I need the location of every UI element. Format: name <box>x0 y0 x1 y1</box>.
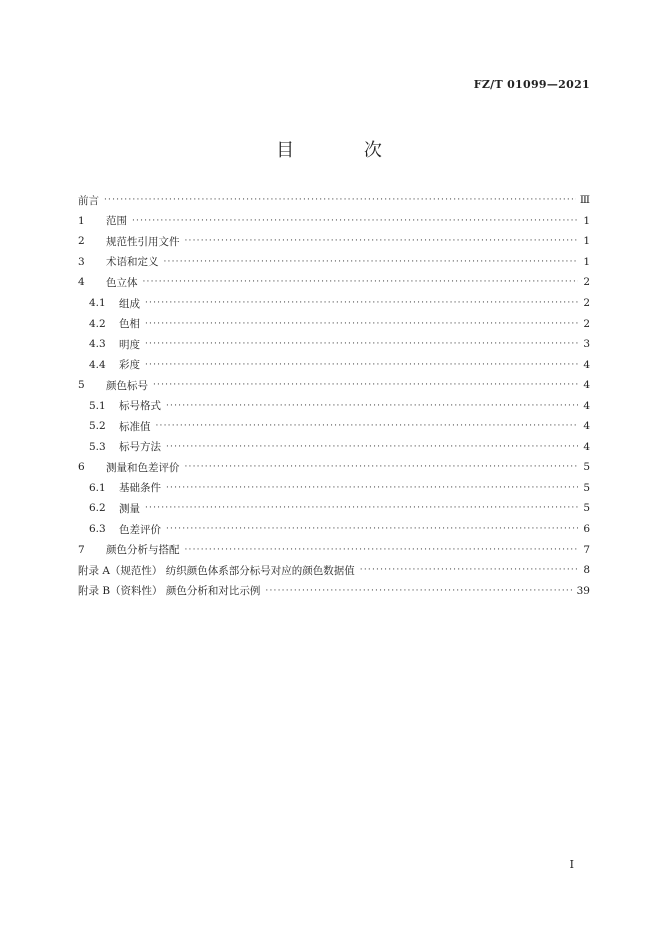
toc-entry-label: 颜色标号 <box>106 379 148 392</box>
toc-entry-label: 标号方法 <box>119 441 161 454</box>
toc-entry[interactable] <box>78 498 590 519</box>
toc-entry-page: 7 <box>583 543 590 556</box>
toc-leader-dots <box>145 503 578 513</box>
toc-entry-number: 5.3 <box>89 440 106 453</box>
toc-entry-number: 4.4 <box>89 358 106 371</box>
toc-entry-label: 色相 <box>119 318 140 331</box>
toc-entry-label: 明度 <box>119 338 140 351</box>
toc-entry[interactable] <box>78 293 590 314</box>
toc-entry-number: 7 <box>78 543 85 556</box>
toc-entry-label: 测量和色差评价 <box>106 461 180 474</box>
toc-entry-page: 4 <box>583 420 590 433</box>
toc-entry-page: 2 <box>583 297 590 309</box>
toc-entry[interactable] <box>78 437 590 458</box>
toc-entry-page: 2 <box>583 317 590 330</box>
toc-entry[interactable] <box>78 354 590 375</box>
toc-leader-dots <box>104 195 576 205</box>
toc-entry-label: 基础条件 <box>119 482 161 495</box>
toc-entry-label: 附录 A（规范性） 纺织颜色体系部分标号对应的颜色数据值 <box>78 564 355 577</box>
toc-entry-number: 5 <box>78 379 85 392</box>
toc-leader-dots <box>153 380 578 390</box>
toc-entry-page: 1 <box>583 214 590 227</box>
toc-entry[interactable] <box>78 190 590 211</box>
toc-entry-page: 4 <box>583 399 590 412</box>
toc-entry-number: 6 <box>78 461 85 474</box>
toc-leader-dots <box>143 277 579 287</box>
toc-entry[interactable] <box>78 272 590 293</box>
page-title: 目 次 <box>276 140 414 161</box>
toc-entry-page: 4 <box>583 358 590 371</box>
toc-entry-label: 色立体 <box>106 276 138 289</box>
toc-entry-label: 组成 <box>119 297 140 310</box>
toc-leader-dots <box>360 565 578 575</box>
toc-entry-label: 前言 <box>78 194 99 207</box>
toc-entry-label: 范围 <box>106 215 127 228</box>
toc-entry-page: 3 <box>583 338 590 351</box>
toc-entry-page: 5 <box>583 481 590 494</box>
toc-entry-page: 4 <box>583 440 590 453</box>
toc-entry-label: 规范性引用文件 <box>106 235 180 248</box>
toc-leader-dots <box>166 483 578 493</box>
toc-leader-dots <box>166 524 578 534</box>
toc-entry-number: 4.1 <box>89 297 106 309</box>
toc-leader-dots <box>166 442 578 452</box>
toc-leader-dots <box>185 236 579 246</box>
toc-leader-dots <box>145 360 578 370</box>
toc-entry-number: 4.3 <box>89 338 106 351</box>
toc-entry[interactable] <box>78 416 590 437</box>
toc-entry-page: 4 <box>583 379 590 392</box>
page-number: I <box>569 858 574 871</box>
toc-entry[interactable] <box>78 313 590 334</box>
toc-entry[interactable] <box>78 395 590 416</box>
toc-entry[interactable] <box>78 519 590 540</box>
toc-entry-page: 1 <box>583 255 590 268</box>
toc-entry[interactable] <box>78 231 590 252</box>
toc-entry-page: 5 <box>583 461 590 474</box>
toc-leader-dots <box>185 462 579 472</box>
toc-entry-page: 2 <box>583 276 590 289</box>
toc-leader-dots <box>132 216 578 226</box>
toc-entry-label: 标准值 <box>119 420 151 433</box>
toc-entry-page: 6 <box>583 523 590 536</box>
toc-leader-dots <box>145 339 578 349</box>
toc-entry-label: 颜色分析与搭配 <box>106 544 180 557</box>
toc-entry-page: 5 <box>583 502 590 515</box>
toc-leader-dots <box>164 257 579 267</box>
standard-code: FZ/T 01099—2021 <box>473 78 590 91</box>
toc-entry-page: Ⅲ <box>579 194 590 207</box>
toc-entry-number: 2 <box>78 235 85 248</box>
toc-leader-dots <box>185 545 579 555</box>
toc-entry-page: 1 <box>583 235 590 248</box>
table-of-contents <box>78 190 590 601</box>
toc-entry[interactable] <box>78 211 590 232</box>
toc-entry-page: 8 <box>583 564 590 577</box>
toc-entry-label: 标号格式 <box>119 400 161 413</box>
toc-entry-number: 4.2 <box>89 317 106 330</box>
toc-leader-dots <box>265 586 572 596</box>
toc-entry[interactable] <box>78 457 590 478</box>
toc-leader-dots <box>145 298 578 308</box>
toc-entry[interactable] <box>78 580 590 601</box>
toc-entry-label: 色差评价 <box>119 523 161 536</box>
toc-entry-label: 彩度 <box>119 359 140 372</box>
toc-entry-label: 测量 <box>119 502 140 515</box>
toc-entry[interactable] <box>78 539 590 560</box>
toc-entry[interactable] <box>78 252 590 273</box>
toc-leader-dots <box>156 421 579 431</box>
toc-entry[interactable] <box>78 478 590 499</box>
toc-entry[interactable] <box>78 560 590 581</box>
toc-entry-number: 1 <box>78 214 85 227</box>
toc-entry-number: 6.3 <box>89 523 106 536</box>
toc-entry-number: 6.1 <box>89 481 106 494</box>
toc-entry-number: 6.2 <box>89 502 106 515</box>
toc-entry-page: 39 <box>576 584 590 597</box>
toc-entry-label: 术语和定义 <box>106 256 159 269</box>
toc-entry-number: 5.1 <box>89 399 106 412</box>
toc-entry-label: 附录 B（资料性） 颜色分析和对比示例 <box>78 585 261 598</box>
toc-entry-number: 4 <box>78 276 85 289</box>
toc-entry[interactable] <box>78 375 590 396</box>
toc-leader-dots <box>145 319 578 329</box>
toc-entry[interactable] <box>78 334 590 355</box>
toc-leader-dots <box>166 401 578 411</box>
toc-entry-number: 3 <box>78 255 85 268</box>
toc-entry-number: 5.2 <box>89 420 106 433</box>
